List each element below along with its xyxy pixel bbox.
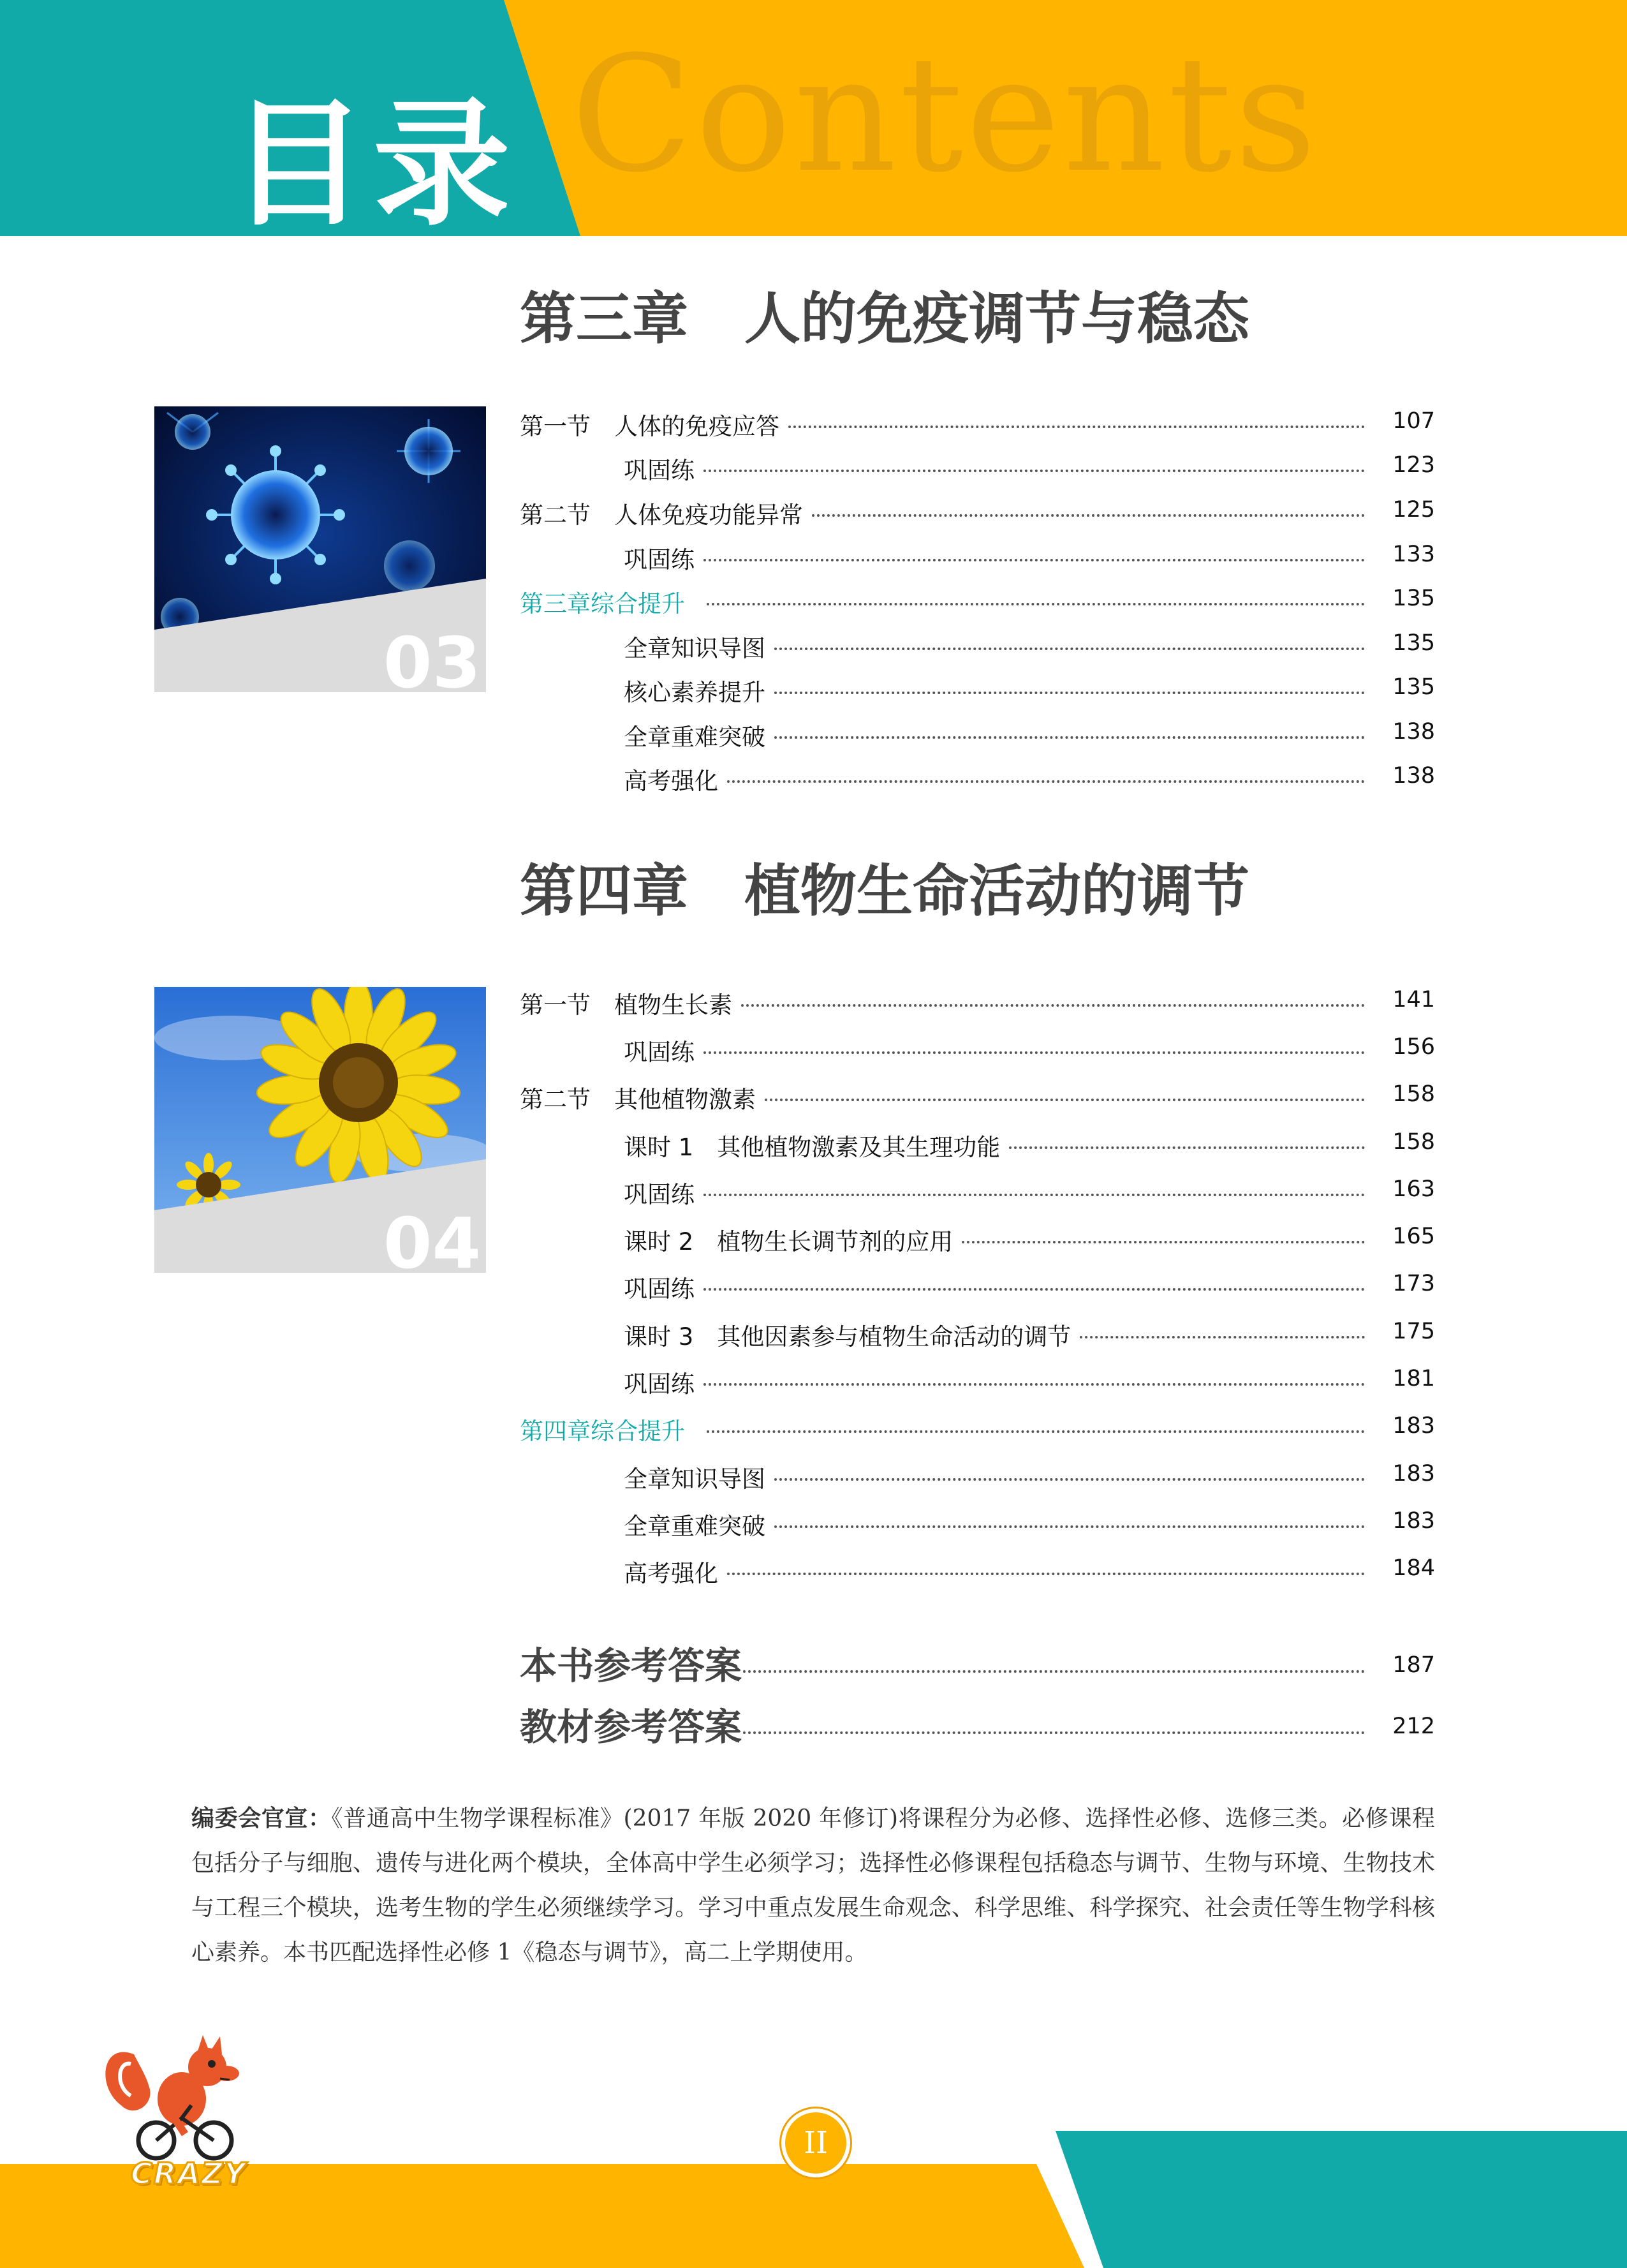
toc-page-number: 158 [1392,1081,1435,1107]
note-text: 《普通高中生物学课程标准》(2017 年版 2020 年修订)将课程分为必修、选择性必修、选修三类。必修课程包括分子与细胞、遗传与进化两个模块，全体高中学生必须学习；选择性必修课程包括稳态与调节、生物与环境、生物技术与工程三个模块，选考生物的学生必须继续学习。学习中重点发展生命观念、科学思维、科学探究、社会责任等生物学科核心素养。本书匹配选择性必修 1《稳态与调节》，高二上学期使用。 [191,1805,1435,1966]
toc-page-number: 156 [1392,1034,1435,1060]
toc-page-number: 173 [1392,1271,1435,1296]
toc-page-number: 107 [1392,408,1435,434]
squirrel-logo-icon [96,2029,261,2175]
toc-row-answers-book[interactable]: 本书参考答案 [520,1637,1371,1688]
toc-page-number: 175 [1392,1319,1435,1344]
chapter-4-image [154,987,486,1273]
toc-page-number: 165 [1392,1224,1435,1249]
toc-row[interactable]: 高考强化 [624,1552,1371,1591]
header-contents-watermark: Contents [571,22,1319,207]
toc-page-number: 125 [1392,497,1435,523]
toc-row[interactable]: 高考强化 [624,759,1371,799]
editorial-note [191,1796,1435,1975]
toc-row[interactable]: 第一节 人体的免疫应答 [520,404,1371,444]
page-title: 目录 [230,84,517,244]
note-lead: 编委会官宣： [191,1805,332,1832]
toc-row[interactable]: 全章重难突破 [624,715,1371,755]
toc-page-number: 123 [1392,452,1435,478]
toc-row[interactable]: 巩固练 [624,538,1371,577]
chapter-4-number: 04 [383,1203,481,1273]
toc-page-number: 138 [1392,719,1435,745]
toc-page-number: 212 [1392,1714,1435,1739]
toc-row[interactable]: 课时 2 植物生长调节剂的应用 [624,1220,1371,1259]
toc-page-number: 187 [1392,1652,1435,1678]
toc-row[interactable]: 全章知识导图 [624,1457,1371,1497]
toc-page-number: 183 [1392,1508,1435,1534]
toc-row[interactable]: 第三章综合提升 [520,582,1371,621]
chapter-3-image [154,406,486,692]
page-number-badge: II [781,2109,850,2177]
toc-row[interactable]: 全章知识导图 [624,626,1371,666]
toc-row[interactable]: 巩固练 [624,1362,1371,1402]
chapter-3-number: 03 [383,622,481,692]
toc-page-number: 181 [1392,1366,1435,1391]
toc-row[interactable]: 第四章综合提升 [520,1409,1371,1449]
chapter-4-heading: 第四章 植物生命活动的调节 [520,857,1250,924]
toc-row[interactable]: 第二节 人体免疫功能异常 [520,493,1371,533]
footer-band-teal [1056,2131,1627,2268]
toc-row[interactable]: 核心素养提升 [624,671,1371,710]
toc-page-number: 183 [1392,1461,1435,1486]
toc-page-number: 163 [1392,1176,1435,1202]
toc-row[interactable]: 巩固练 [624,1267,1371,1307]
toc-row[interactable]: 课时 3 其他因素参与植物生命活动的调节 [624,1315,1371,1354]
toc-row[interactable]: 第一节 植物生长素 [520,983,1371,1023]
toc-row-answers-textbook[interactable]: 教材参考答案 [520,1698,1371,1749]
toc-page-number: 138 [1392,763,1435,789]
toc-page-number: 135 [1392,586,1435,611]
toc-row[interactable]: 巩固练 [624,448,1371,488]
toc-page-number: 141 [1392,987,1435,1012]
toc-row[interactable]: 巩固练 [624,1030,1371,1070]
toc-row[interactable]: 全章重难突破 [624,1504,1371,1544]
toc-page-number: 183 [1392,1413,1435,1439]
toc-page-number: 135 [1392,630,1435,656]
chapter-3-heading: 第三章 人的免疫调节与稳态 [520,285,1250,352]
toc-row[interactable]: 巩固练 [624,1173,1371,1212]
toc-row[interactable]: 课时 1 其他植物激素及其生理功能 [624,1125,1371,1165]
toc-page-number: 133 [1392,542,1435,567]
crazy-logo-text: CRAZY [131,2156,247,2191]
toc-page-number: 184 [1392,1555,1435,1581]
toc-row[interactable]: 第二节 其他植物激素 [520,1078,1371,1117]
toc-page-number: 135 [1392,674,1435,700]
toc-page-number: 158 [1392,1129,1435,1155]
